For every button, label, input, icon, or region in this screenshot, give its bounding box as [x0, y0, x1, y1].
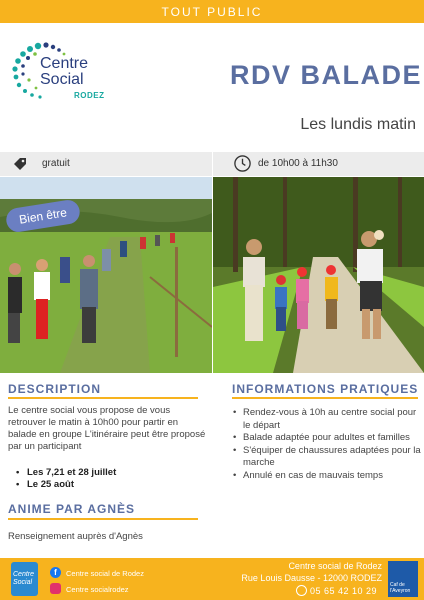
caf-logo-text: Caf de l'Aveyron [390, 582, 411, 594]
animator-heading: ANIME PAR AGNÈS [8, 502, 136, 516]
info-divider [212, 152, 213, 176]
description-heading: DESCRIPTION [8, 382, 102, 396]
animator-contact-text: Renseignement auprès d'Agnès [8, 531, 143, 542]
dates-list [16, 467, 116, 491]
animator-underline [8, 518, 198, 520]
description-text: Le centre social vous propose de vous retrouver le matin à 10h00 pour partir en balade en groupe L'itinéraire peut être proposé par un participant [8, 405, 206, 452]
list-item: • Le 25 août [16, 479, 116, 491]
caf-logo [388, 561, 418, 597]
audience-label: TOUT PUBLIC [161, 5, 263, 19]
top-banner [0, 0, 424, 23]
event-subtitle: Les lundis matin [300, 116, 416, 133]
phone-icon [296, 585, 307, 596]
description-underline [8, 397, 198, 399]
logo-text-line1: Centre [40, 55, 89, 72]
instagram-link[interactable]: Centre socialrodez [66, 585, 129, 594]
photo-family-walk [213, 177, 424, 373]
address-line1: Centre social de Rodez [288, 561, 382, 571]
facebook-link[interactable]: Centre social de Rodez [66, 569, 144, 578]
practical-info-heading: INFORMATIONS PRATIQUES [232, 382, 419, 396]
phone-number[interactable]: 05 65 42 10 29 [310, 586, 378, 596]
practical-info-underline [232, 397, 418, 399]
badge-label: Bien être [18, 205, 68, 227]
clock-icon [233, 154, 252, 173]
list-item: • Annulé en cas de mauvais temps [232, 470, 422, 483]
price-label: gratuit [42, 158, 70, 169]
practical-info-list [232, 407, 422, 482]
event-title: RDV BALADE [229, 60, 422, 90]
list-item: • Les 7,21 et 28 juillet [16, 467, 116, 479]
address-line2: Rue Louis Dausse - 12000 RODEZ [241, 573, 382, 583]
tag-icon [12, 156, 28, 172]
facebook-icon[interactable]: f [50, 567, 61, 578]
footer-logo [11, 562, 38, 596]
instagram-icon[interactable] [50, 583, 61, 594]
logo-text-line2: Social [40, 71, 84, 88]
list-item: • Balade adaptée pour adultes et familles [232, 432, 422, 445]
list-item: • S'équiper de chaussures adaptées pour la marche [232, 445, 422, 470]
list-item: • Rendez-vous à 10h au centre social pour le départ [232, 407, 422, 432]
logo-text-city: RODEZ [74, 91, 105, 100]
footer-logo-text: Centre Social [13, 571, 35, 586]
hours-label: de 10h00 à 11h30 [258, 158, 338, 169]
